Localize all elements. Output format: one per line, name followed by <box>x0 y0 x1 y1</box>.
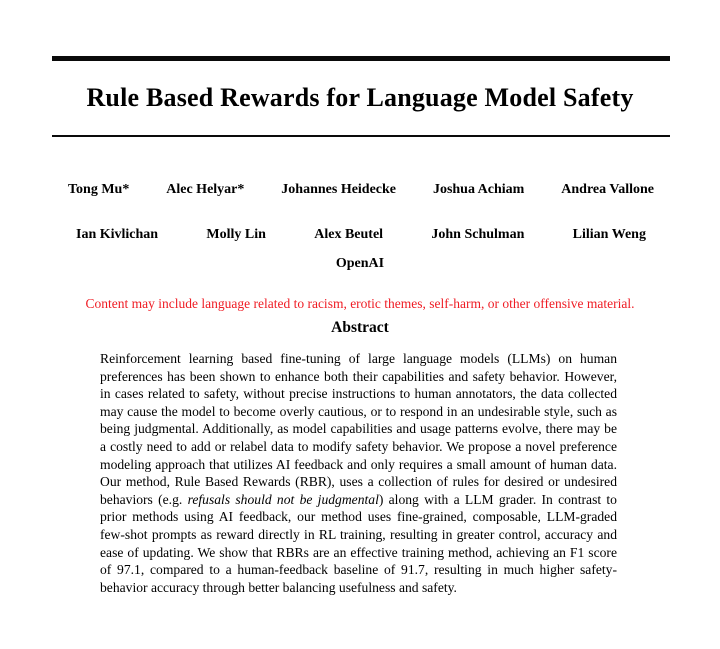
abstract-paragraph <box>100 350 617 596</box>
affiliation: OpenAI <box>335 256 385 271</box>
author-name: Alex Beutel <box>314 227 384 242</box>
author-name: Joshua Achiam <box>432 182 525 197</box>
authors-row-2 <box>52 227 670 243</box>
author-name: Ian Kivlichan <box>76 227 159 242</box>
author-name: Lilian Weng <box>572 227 646 242</box>
author-name: Johannes Heidecke <box>281 182 397 197</box>
author-name: Tong Mu* <box>68 182 130 197</box>
author-name: Molly Lin <box>206 227 266 242</box>
title-rule <box>52 135 670 137</box>
abstract-italic-phrase: refusals should not be judgmental <box>187 491 379 507</box>
author-name: Andrea Vallone <box>561 182 654 197</box>
abstract-text-before-italic: Reinforcement learning based fine-tuning of large language models (LLMs) on human preferences has been shown to enhance both their capabilities and safety behavior. However, in cases related to safety, without precise instructions to human annotators, the data collected may cause the model to become overly cautious, or to respond in an undesirable style, such as being judgmental. Additionally, as model capabilities and usage patterns evolve, there may be a costly need to add or relabel data to modify safety behavior. We propose a novel preference modeling approach that utilizes AI feedback and only requires a small amount of human data. Our method, Rule Based Rewards (RBR), uses a collection of rules for desired or undesired behaviors (e.g. <box>100 351 617 507</box>
paper-title: Rule Based Rewards for Language Model Safety <box>86 83 634 112</box>
content-warning-notice: Content may include language related to racism, erotic themes, self-harm, or other offensive material. <box>85 296 635 311</box>
abstract-heading: Abstract <box>331 319 389 336</box>
authors-row-1 <box>52 182 670 198</box>
author-name: Alec Helyar* <box>166 182 245 197</box>
top-rule <box>52 56 670 61</box>
abstract-text-after-italic: ) along with a LLM grader. In contrast to prior methods using AI feedback, our method uses fine-grained, composable, LLM-graded few-shot prompts as reward directly in RL training, resulting in greater control, accuracy and ease of updating. We show that RBRs are an effective training method, achieving an F1 score of 97.1, compared to a human-feedback baseline of 91.7, resulting in much higher safety-behavior accuracy through better balancing usefulness and safety. <box>100 491 617 595</box>
author-name: John Schulman <box>431 227 525 242</box>
